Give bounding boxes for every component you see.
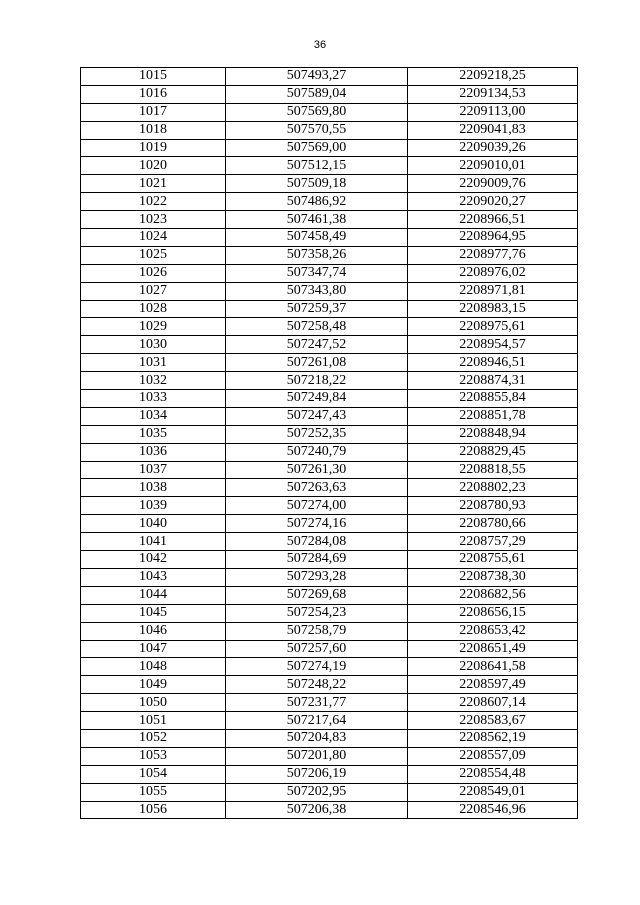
point-number-cell: 1055 [81, 783, 226, 801]
table-row [81, 336, 578, 354]
x-coordinate-cell: 507258,48 [226, 318, 408, 336]
table-row [81, 390, 578, 408]
point-number-cell: 1021 [81, 175, 226, 193]
y-coordinate-cell: 2208546,96 [408, 801, 578, 819]
table-row [81, 407, 578, 425]
x-coordinate-cell: 507252,35 [226, 425, 408, 443]
y-coordinate-cell: 2208829,45 [408, 443, 578, 461]
point-number-cell: 1050 [81, 694, 226, 712]
table-row [81, 121, 578, 139]
point-number-cell: 1034 [81, 407, 226, 425]
x-coordinate-cell: 507343,80 [226, 282, 408, 300]
point-number-cell: 1046 [81, 622, 226, 640]
x-coordinate-cell: 507204,83 [226, 729, 408, 747]
y-coordinate-cell: 2208780,66 [408, 515, 578, 533]
y-coordinate-cell: 2208848,94 [408, 425, 578, 443]
point-number-cell: 1031 [81, 354, 226, 372]
point-number-cell: 1039 [81, 497, 226, 515]
y-coordinate-cell: 2208818,55 [408, 461, 578, 479]
y-coordinate-cell: 2208682,56 [408, 586, 578, 604]
point-number-cell: 1038 [81, 479, 226, 497]
x-coordinate-cell: 507274,00 [226, 497, 408, 515]
table-row [81, 586, 578, 604]
y-coordinate-cell: 2209020,27 [408, 193, 578, 211]
y-coordinate-cell: 2208738,30 [408, 568, 578, 586]
coordinates-table-body [81, 68, 578, 819]
y-coordinate-cell: 2208651,49 [408, 640, 578, 658]
point-number-cell: 1052 [81, 729, 226, 747]
point-number-cell: 1054 [81, 765, 226, 783]
table-row [81, 443, 578, 461]
y-coordinate-cell: 2208597,49 [408, 676, 578, 694]
y-coordinate-cell: 2208755,61 [408, 551, 578, 569]
x-coordinate-cell: 507269,68 [226, 586, 408, 604]
point-number-cell: 1040 [81, 515, 226, 533]
table-row [81, 604, 578, 622]
x-coordinate-cell: 507217,64 [226, 712, 408, 730]
table-row [81, 85, 578, 103]
point-number-cell: 1037 [81, 461, 226, 479]
point-number-cell: 1022 [81, 193, 226, 211]
y-coordinate-cell: 2208975,61 [408, 318, 578, 336]
y-coordinate-cell: 2208641,58 [408, 658, 578, 676]
table-row [81, 139, 578, 157]
table-row [81, 175, 578, 193]
coordinates-table [80, 67, 578, 819]
point-number-cell: 1045 [81, 604, 226, 622]
table-row [81, 354, 578, 372]
table-row [81, 551, 578, 569]
x-coordinate-cell: 507247,43 [226, 407, 408, 425]
x-coordinate-cell: 507274,16 [226, 515, 408, 533]
table-row [81, 300, 578, 318]
y-coordinate-cell: 2208946,51 [408, 354, 578, 372]
point-number-cell: 1029 [81, 318, 226, 336]
point-number-cell: 1042 [81, 551, 226, 569]
y-coordinate-cell: 2208851,78 [408, 407, 578, 425]
point-number-cell: 1030 [81, 336, 226, 354]
table-row [81, 282, 578, 300]
point-number-cell: 1023 [81, 211, 226, 229]
x-coordinate-cell: 507458,49 [226, 229, 408, 247]
point-number-cell: 1047 [81, 640, 226, 658]
x-coordinate-cell: 507358,26 [226, 246, 408, 264]
point-number-cell: 1043 [81, 568, 226, 586]
x-coordinate-cell: 507258,79 [226, 622, 408, 640]
y-coordinate-cell: 2208976,02 [408, 264, 578, 282]
point-number-cell: 1026 [81, 264, 226, 282]
point-number-cell: 1056 [81, 801, 226, 819]
x-coordinate-cell: 507206,19 [226, 765, 408, 783]
y-coordinate-cell: 2208855,84 [408, 390, 578, 408]
x-coordinate-cell: 507261,08 [226, 354, 408, 372]
x-coordinate-cell: 507231,77 [226, 694, 408, 712]
y-coordinate-cell: 2209010,01 [408, 157, 578, 175]
table-row [81, 103, 578, 121]
y-coordinate-cell: 2208562,19 [408, 729, 578, 747]
y-coordinate-cell: 2209134,53 [408, 85, 578, 103]
table-row [81, 783, 578, 801]
x-coordinate-cell: 507240,79 [226, 443, 408, 461]
table-row [81, 533, 578, 551]
y-coordinate-cell: 2209041,83 [408, 121, 578, 139]
x-coordinate-cell: 507257,60 [226, 640, 408, 658]
x-coordinate-cell: 507347,74 [226, 264, 408, 282]
table-row [81, 729, 578, 747]
y-coordinate-cell: 2208964,95 [408, 229, 578, 247]
point-number-cell: 1019 [81, 139, 226, 157]
y-coordinate-cell: 2208954,57 [408, 336, 578, 354]
point-number-cell: 1033 [81, 390, 226, 408]
table-row [81, 622, 578, 640]
point-number-cell: 1018 [81, 121, 226, 139]
x-coordinate-cell: 507218,22 [226, 372, 408, 390]
table-row [81, 211, 578, 229]
x-coordinate-cell: 507589,04 [226, 85, 408, 103]
x-coordinate-cell: 507261,30 [226, 461, 408, 479]
x-coordinate-cell: 507509,18 [226, 175, 408, 193]
point-number-cell: 1032 [81, 372, 226, 390]
y-coordinate-cell: 2208656,15 [408, 604, 578, 622]
x-coordinate-cell: 507284,69 [226, 551, 408, 569]
table-row [81, 765, 578, 783]
point-number-cell: 1020 [81, 157, 226, 175]
table-row [81, 515, 578, 533]
point-number-cell: 1044 [81, 586, 226, 604]
y-coordinate-cell: 2209218,25 [408, 68, 578, 86]
point-number-cell: 1017 [81, 103, 226, 121]
table-row [81, 318, 578, 336]
table-row [81, 694, 578, 712]
point-number-cell: 1048 [81, 658, 226, 676]
x-coordinate-cell: 507201,80 [226, 747, 408, 765]
table-row [81, 676, 578, 694]
table-row [81, 68, 578, 86]
table-row [81, 372, 578, 390]
table-row [81, 193, 578, 211]
table-row [81, 157, 578, 175]
point-number-cell: 1041 [81, 533, 226, 551]
table-row [81, 747, 578, 765]
point-number-cell: 1028 [81, 300, 226, 318]
y-coordinate-cell: 2208971,81 [408, 282, 578, 300]
point-number-cell: 1016 [81, 85, 226, 103]
point-number-cell: 1051 [81, 712, 226, 730]
point-number-cell: 1024 [81, 229, 226, 247]
x-coordinate-cell: 507254,23 [226, 604, 408, 622]
point-number-cell: 1025 [81, 246, 226, 264]
y-coordinate-cell: 2209039,26 [408, 139, 578, 157]
x-coordinate-cell: 507248,22 [226, 676, 408, 694]
table-row [81, 264, 578, 282]
x-coordinate-cell: 507570,55 [226, 121, 408, 139]
x-coordinate-cell: 507263,63 [226, 479, 408, 497]
y-coordinate-cell: 2208874,31 [408, 372, 578, 390]
table-row [81, 658, 578, 676]
table-row [81, 229, 578, 247]
point-number-cell: 1015 [81, 68, 226, 86]
table-row [81, 425, 578, 443]
x-coordinate-cell: 507461,38 [226, 211, 408, 229]
point-number-cell: 1035 [81, 425, 226, 443]
y-coordinate-cell: 2208966,51 [408, 211, 578, 229]
y-coordinate-cell: 2208554,48 [408, 765, 578, 783]
point-number-cell: 1027 [81, 282, 226, 300]
table-row [81, 461, 578, 479]
x-coordinate-cell: 507569,00 [226, 139, 408, 157]
y-coordinate-cell: 2208757,29 [408, 533, 578, 551]
y-coordinate-cell: 2208557,09 [408, 747, 578, 765]
y-coordinate-cell: 2208607,14 [408, 694, 578, 712]
y-coordinate-cell: 2208583,67 [408, 712, 578, 730]
table-row [81, 497, 578, 515]
table-row [81, 568, 578, 586]
y-coordinate-cell: 2208780,93 [408, 497, 578, 515]
table-row [81, 640, 578, 658]
point-number-cell: 1036 [81, 443, 226, 461]
x-coordinate-cell: 507284,08 [226, 533, 408, 551]
table-row [81, 246, 578, 264]
y-coordinate-cell: 2208653,42 [408, 622, 578, 640]
x-coordinate-cell: 507259,37 [226, 300, 408, 318]
table-row [81, 712, 578, 730]
point-number-cell: 1053 [81, 747, 226, 765]
x-coordinate-cell: 507274,19 [226, 658, 408, 676]
y-coordinate-cell: 2208802,23 [408, 479, 578, 497]
x-coordinate-cell: 507569,80 [226, 103, 408, 121]
y-coordinate-cell: 2208977,76 [408, 246, 578, 264]
y-coordinate-cell: 2208983,15 [408, 300, 578, 318]
table-row [81, 479, 578, 497]
x-coordinate-cell: 507512,15 [226, 157, 408, 175]
x-coordinate-cell: 507202,95 [226, 783, 408, 801]
point-number-cell: 1049 [81, 676, 226, 694]
x-coordinate-cell: 507206,38 [226, 801, 408, 819]
x-coordinate-cell: 507293,28 [226, 568, 408, 586]
table-row [81, 801, 578, 819]
x-coordinate-cell: 507486,92 [226, 193, 408, 211]
x-coordinate-cell: 507493,27 [226, 68, 408, 86]
page-number: 36 [313, 39, 327, 51]
x-coordinate-cell: 507247,52 [226, 336, 408, 354]
y-coordinate-cell: 2209009,76 [408, 175, 578, 193]
x-coordinate-cell: 507249,84 [226, 390, 408, 408]
y-coordinate-cell: 2209113,00 [408, 103, 578, 121]
y-coordinate-cell: 2208549,01 [408, 783, 578, 801]
